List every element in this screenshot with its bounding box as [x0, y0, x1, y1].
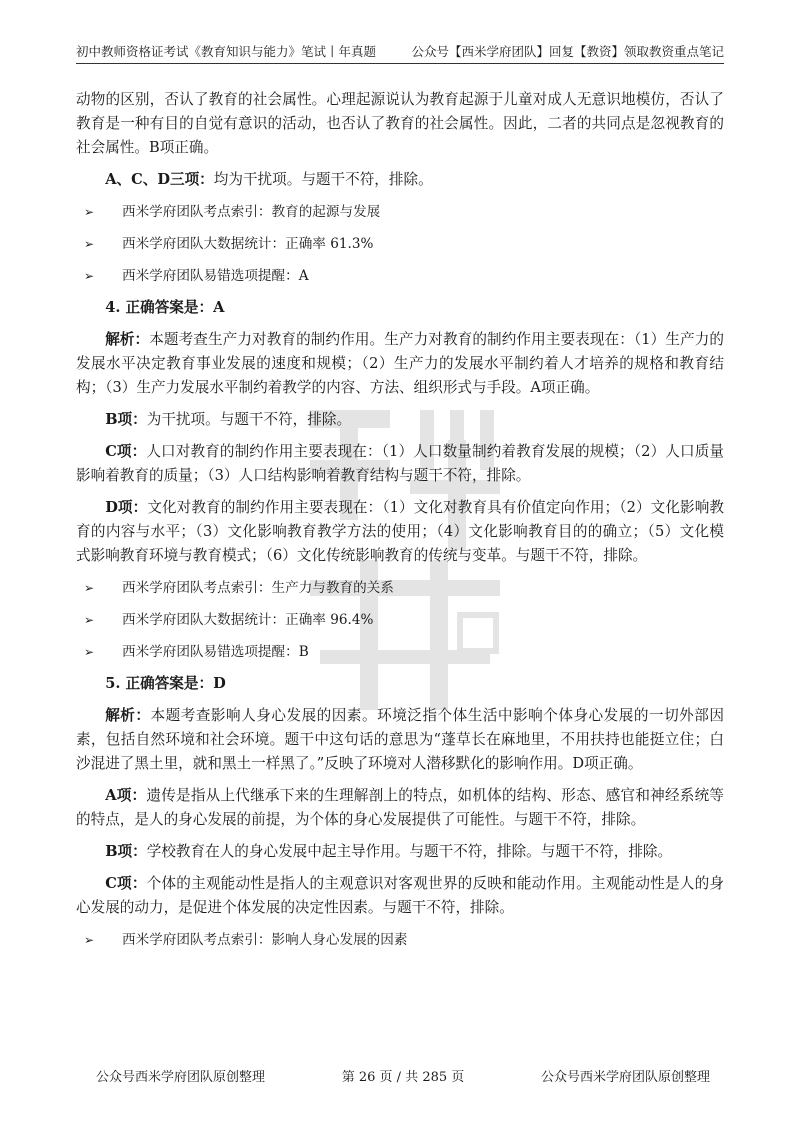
- q4-c-label: C项：: [105, 443, 147, 460]
- page-footer: [96, 1066, 710, 1085]
- q5-c-text: 个体的主观能动性是指人的主观意识对客观世界的反映和能动作用。主观能动性是人的身心发展的动力，是促进个体发展的决定性因素。与题干不符，排除。: [76, 875, 724, 916]
- arrow-bullet-icon: ➢: [84, 205, 95, 219]
- arrow-bullet-icon: ➢: [84, 933, 95, 947]
- q4-heading: 4. 正确答案是：A: [105, 299, 225, 316]
- q3-continued-paragraph: 动物的区别，否认了教育的社会属性。心理起源说认为教育起源于儿童对成人无意识地模仿，否认了教育是一种有目的自觉有意识的活动，也否认了教育的社会属性。因此，二者的共同点是忽视教育的社会属性。B项正确。: [76, 91, 724, 156]
- q3-option-acd: [76, 168, 724, 192]
- page-header: [76, 40, 724, 64]
- q5-heading: 5. 正确答案是：D: [105, 675, 226, 692]
- bullet-text: 西米学府团队大数据统计：正确率 96.4%: [122, 612, 374, 628]
- q5-option-b: [76, 840, 724, 864]
- page-content: [76, 88, 724, 960]
- q4-option-c: [76, 440, 724, 488]
- header-left-title: 初中教师资格证考试《教育知识与能力》笔试丨年真题: [76, 44, 377, 59]
- q5-analysis-text: 本题考查影响人身心发展的因素。环境泛指个体生活中影响个体身心发展的一切外部因素，包括自然环境和社会环境。题干中这句话的意思为“蓬草长在麻地里，不用扶持也能挺立住；白沙混进了黑土里，就和黑土一样黑了。”反映了环境对人潜移默化的影响作用。D项正确。: [76, 707, 724, 772]
- q4-bullet-error: [76, 640, 724, 664]
- q5-analysis: [76, 704, 724, 776]
- arrow-bullet-icon: ➢: [84, 237, 95, 251]
- bullet-text: 西米学府团队易错选项提醒：A: [122, 268, 309, 284]
- q4-b-text: 为干扰项。与题干不符，排除。: [146, 411, 352, 428]
- footer-left: 公众号西米学府团队原创整理: [96, 1070, 266, 1085]
- q4-analysis: [76, 328, 724, 400]
- header-right-notice: 公众号【西米学府团队】回复【教资】领取教资重点笔记: [411, 44, 724, 59]
- q4-d-label: D项：: [105, 499, 148, 516]
- q5-c-label: C项：: [105, 875, 147, 892]
- q5-analysis-label: 解析：: [105, 707, 151, 724]
- bullet-text: 西米学府团队考点索引：生产力与教育的关系: [122, 580, 394, 596]
- q3-bullet-stats: [76, 232, 724, 256]
- bullet-text: 西米学府团队考点索引：教育的起源与发展: [122, 204, 381, 220]
- arrow-bullet-icon: ➢: [84, 613, 95, 627]
- q4-analysis-label: 解析：: [105, 331, 150, 348]
- q4-analysis-text: 本题考查生产力对教育的制约作用。生产力对教育的制约作用主要表现在：（1）生产力的发展水平决定教育事业发展的速度和规模；（2）生产力的发展水平制约着人才培养的规格和教育结构；（3）生产力发展水平制约着教学的内容、方法、组织形式与手段。A项正确。: [76, 331, 724, 396]
- q4-bullet-index: [76, 576, 724, 600]
- bullet-text: 西米学府团队考点索引：影响人身心发展的因素: [122, 932, 408, 948]
- q4-option-d: [76, 496, 724, 568]
- arrow-bullet-icon: ➢: [84, 269, 95, 283]
- q4-c-text: 人口对教育的制约作用主要表现在：（1）人口数量制约着教育发展的规模；（2）人口质量影响着教育的质量；（3）人口结构影响着教育结构与题干不符，排除。: [76, 443, 724, 484]
- q3-bullet-index: [76, 200, 724, 224]
- arrow-bullet-icon: ➢: [84, 581, 95, 595]
- page-number: 第 26 页 / 共 285 页: [341, 1070, 465, 1085]
- q5-bullet-index: [76, 928, 724, 952]
- q5-option-c: [76, 872, 724, 920]
- q5-a-label: A项：: [105, 787, 147, 804]
- arrow-bullet-icon: ➢: [84, 645, 95, 659]
- q4-bullet-stats: [76, 608, 724, 632]
- q3-acd-label: A、C、D三项：: [105, 171, 214, 188]
- q5-option-a: [76, 784, 724, 832]
- q5-a-text: 遗传是指从上代继承下来的生理解剖上的特点，如机体的结构、形态、感官和神经系统等的特点，是人的身心发展的前提，为个体的身心发展提供了可能性。与题干不符，排除。: [76, 787, 724, 828]
- q5-b-text: 学校教育在人的身心发展中起主导作用。与题干不符，排除。与题干不符，排除。: [146, 843, 673, 860]
- q3-acd-text: 均为干扰项。与题干不符，排除。: [213, 171, 433, 188]
- q3-bullet-error: [76, 264, 724, 288]
- bullet-text: 西米学府团队大数据统计：正确率 61.3%: [122, 236, 374, 252]
- q4-b-label: B项：: [105, 411, 147, 428]
- footer-right: 公众号西米学府团队原创整理: [540, 1070, 710, 1085]
- bullet-text: 西米学府团队易错选项提醒：B: [122, 644, 309, 660]
- q4-d-text: 文化对教育的制约作用主要表现在：（1）文化对教育具有价值定向作用；（2）文化影响教育的内容与水平；（3）文化影响教育教学方法的使用；（4）文化影响教育目的的确立；（5）文化模式影响教育环境与教育模式；（6）文化传统影响教育的传统与变革。与题干不符，排除。: [76, 499, 725, 564]
- q4-option-b: [76, 408, 724, 432]
- q5-b-label: B项：: [105, 843, 147, 860]
